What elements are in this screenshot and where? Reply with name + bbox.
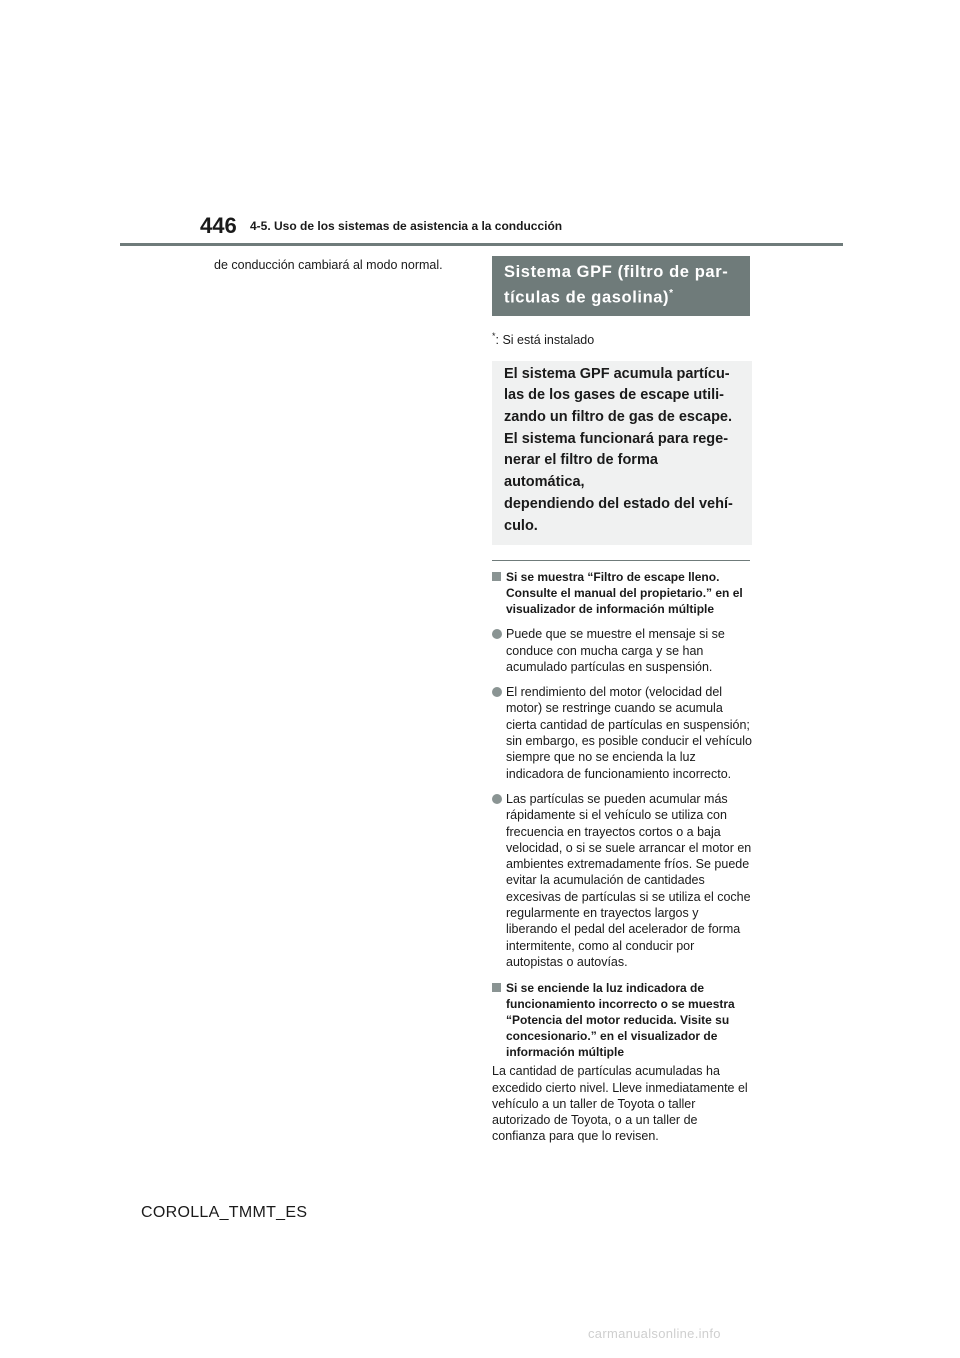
- bullet-item: El rendimiento del motor (velocidad del motor) se restringe cuando se acumula cierta cantidad de partículas en suspensión; sin embargo, es posible conducir el vehículo siempre que no se encienda la luz indicadora de funcionamiento incorrecto.: [492, 684, 752, 782]
- circle-bullet-icon: [492, 629, 502, 639]
- intro-line: dependiendo del estado del vehí-: [504, 495, 733, 512]
- left-column: [214, 257, 464, 273]
- intro-line: culo.: [504, 517, 538, 534]
- continued-text: de conducción cambiará al modo normal.: [214, 258, 443, 272]
- footnote: *: Si está instalado: [492, 330, 595, 347]
- chapter-title: 4-5. Uso de los sistemas de asistencia a la conducción: [250, 219, 563, 233]
- square-bullet-icon: [492, 983, 501, 992]
- divider: [492, 560, 750, 561]
- topic-heading-malfunction: Si se enciende la luz indicadora de funcionamiento incorrecto o se muestra “Potencia del motor reducida. Visite su concesionario.” en el visualizador de información múltiple: [492, 980, 750, 1060]
- watermark: carmanualsonline.info: [588, 1326, 721, 1341]
- circle-bullet-icon: [492, 794, 502, 804]
- topic-heading-filter-full: Si se muestra “Filtro de escape lleno. Consulte el manual del propietario.” en el visualizador de información múltiple: [492, 569, 750, 617]
- intro-line: las de los gases de escape utili-: [504, 387, 725, 404]
- footnote-star: *: [492, 330, 496, 341]
- header-rule: [120, 243, 843, 246]
- intro-line: zando un filtro de gas de escape.: [504, 409, 733, 426]
- section-title: [492, 256, 750, 316]
- right-column: [492, 256, 754, 1145]
- topic-body-text: La cantidad de partículas acumuladas ha excedido cierto nivel. Lleve inmediatamente el vehículo a un taller de Toyota o taller autorizado de Toyota, o a un taller de confianza para que lo revisen.: [492, 1064, 748, 1144]
- intro-box: [492, 361, 752, 546]
- intro-line: El sistema GPF acumula partícu-: [504, 365, 730, 382]
- page-number: 446: [200, 213, 237, 238]
- section-title-line-2: tículas de gasolina)*: [504, 288, 674, 307]
- intro-line: nerar el filtro de forma automática,: [504, 452, 658, 491]
- square-bullet-icon: [492, 572, 501, 581]
- document-code: COROLLA_TMMT_ES: [141, 1204, 308, 1221]
- bullet-item: Puede que se muestre el mensaje si se conduce con mucha carga y se han acumulado partículas en suspensión.: [492, 626, 752, 675]
- bullet-item: Las partículas se pueden acumular más rápidamente si el vehículo se utiliza con frecuencia en trayectos cortos o a baja velocidad, o si se suele arrancar el motor en ambientes extremadamente fríos. Se puede evitar la acumulación de cantidades excesivas de partículas si se utiliza el coche regularmente en trayectos largos y liberando el pedal del acelerador de forma intermitente, como al conducir por autopistas o autovías.: [492, 791, 752, 970]
- footnote-marker: *: [669, 288, 674, 299]
- section-title-line-1: Sistema GPF (filtro de par-: [504, 263, 729, 281]
- circle-bullet-icon: [492, 687, 502, 697]
- intro-line: El sistema funcionará para rege-: [504, 430, 729, 447]
